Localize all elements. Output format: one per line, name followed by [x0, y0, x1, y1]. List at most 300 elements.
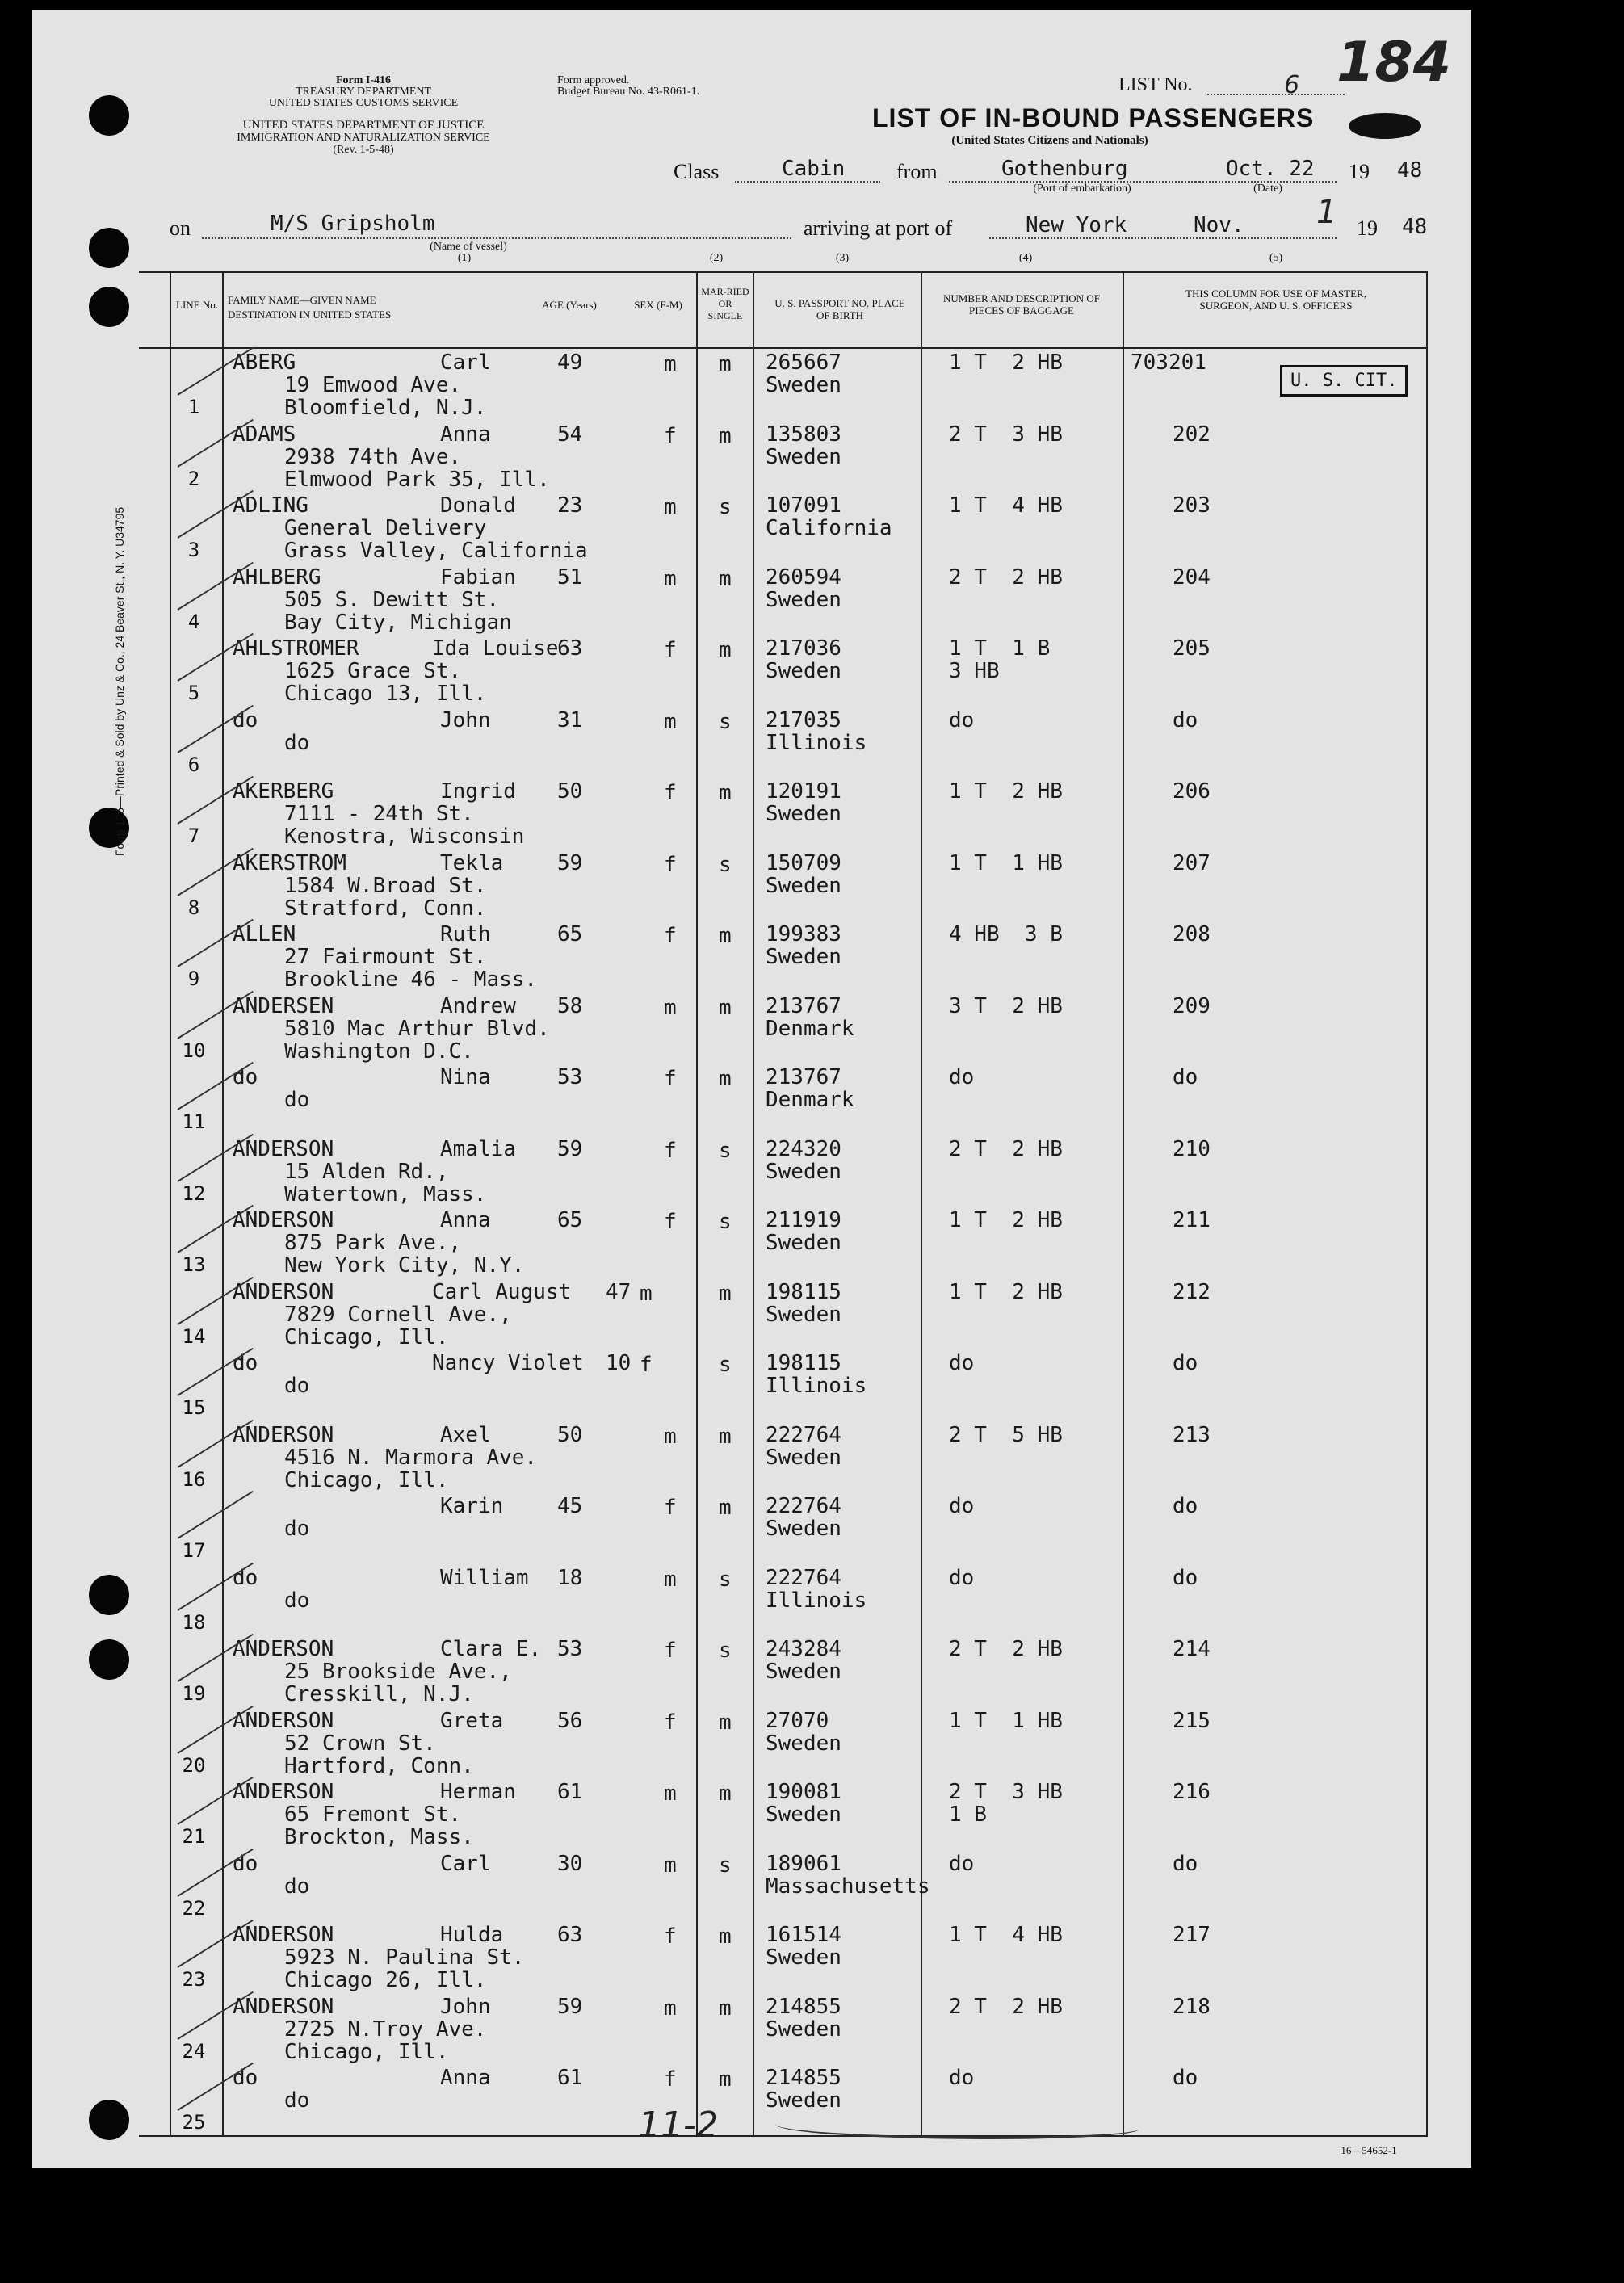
marital-status: s: [719, 1353, 732, 1377]
line-number: 3: [187, 539, 200, 561]
family-name: ANDERSEN: [233, 993, 334, 1018]
given-name: Nancy Violet: [432, 1351, 584, 1375]
baggage: 2 T 3 HB: [949, 1780, 1063, 1804]
col-num-2: (2): [709, 252, 724, 264]
line-number: 2: [187, 467, 200, 490]
address-line-2: Stratford, Conn.: [284, 896, 487, 921]
address-line-1: 27 Fairmount St.: [284, 945, 487, 969]
address-line-2: Chicago 26, Ill.: [284, 1968, 487, 1992]
list-no-dots: [1207, 94, 1345, 95]
place-of-birth: Sweden: [766, 2088, 841, 2113]
age: 30: [557, 1851, 583, 1876]
arrival-port: New York: [1026, 213, 1127, 237]
officer-number: 703201: [1131, 350, 1206, 375]
embark-date: Oct. 22: [1226, 157, 1315, 181]
from-label: from: [896, 160, 938, 183]
place-of-birth: Sweden: [766, 873, 841, 898]
arrival-dots: [989, 237, 1337, 239]
passport-number: 27070: [766, 1708, 829, 1733]
line-number: 5: [187, 682, 200, 704]
address-line-1: do: [284, 1517, 310, 1541]
given-name: Ingrid: [440, 779, 516, 804]
footer-handwritten-note: 11-2: [638, 2105, 719, 2146]
line-number: 10: [182, 1039, 206, 1062]
age: 54: [557, 422, 583, 447]
marital-status: m: [719, 1781, 732, 1806]
passport-number: 214855: [766, 1994, 841, 2019]
family-name: do: [233, 1851, 258, 1876]
printer-side-text: Form 125—Printed & Sold by Unz & Co., 24 Beaver St., N. Y. U34795: [113, 506, 126, 856]
line-number: 17: [182, 1539, 206, 1562]
col-header-destination: DESTINATION IN UNITED STATES: [228, 308, 392, 321]
passport-number: 107091: [766, 493, 841, 518]
arrival-date: Nov.: [1194, 213, 1244, 237]
baggage: 1 T 1 HB: [949, 1708, 1063, 1733]
officer-number: do: [1173, 2066, 1198, 2090]
age: 50: [557, 779, 583, 804]
sex: f: [664, 423, 677, 448]
line-number: 18: [182, 1610, 206, 1634]
baggage: 1 T 2 HB: [949, 1208, 1063, 1232]
baggage: 1 T 1 B: [949, 636, 1051, 661]
address-line-2: Elmwood Park 35, Ill.: [284, 467, 550, 492]
col-num-1: (1): [457, 252, 472, 264]
marital-status: m: [719, 1710, 732, 1735]
place-of-birth: Sweden: [766, 2017, 841, 2042]
family-name: do: [233, 707, 258, 732]
address-line-2: Chicago 13, Ill.: [284, 682, 487, 706]
sex: f: [664, 852, 677, 877]
passport-number: 198115: [766, 1279, 841, 1304]
col-header-sex: SEX (F-M): [634, 299, 682, 311]
place-of-birth: Massachusetts: [766, 1874, 930, 1899]
form-approved: Form approved.: [557, 74, 630, 86]
passport-number: 217036: [766, 636, 841, 661]
punch-hole: [89, 95, 129, 136]
arriving-label: arriving at port of: [804, 216, 953, 240]
given-name: Axel: [440, 1422, 491, 1447]
marital-status: m: [719, 1996, 732, 2021]
embark-year-prefix: 19: [1349, 160, 1370, 183]
given-name: Greta: [440, 1708, 504, 1733]
sex: m: [664, 709, 677, 734]
place-of-birth: Denmark: [766, 1016, 854, 1041]
punch-hole: [89, 287, 129, 327]
ins-service: IMMIGRATION AND NATURALIZATION SERVICE: [237, 132, 490, 144]
given-name: Anna: [440, 1208, 491, 1232]
baggage-divider: [1123, 271, 1124, 2137]
family-name: ANDERSON: [233, 1208, 334, 1232]
budget-number: Budget Bureau No. 43-R061-1.: [557, 86, 700, 98]
marital-status: m: [719, 352, 732, 376]
vessel-caption: (Name of vessel): [430, 241, 507, 253]
address-line-1: 19 Emwood Ave.: [284, 373, 462, 397]
sex: f: [664, 1924, 677, 1949]
officer-number: 215: [1173, 1708, 1211, 1733]
baggage: do: [949, 1851, 975, 1876]
marital-status: s: [719, 1639, 732, 1663]
officer-number: 207: [1173, 850, 1211, 875]
officer-number: 213: [1173, 1422, 1211, 1447]
officer-number: do: [1173, 1351, 1198, 1375]
baggage: 2 T 2 HB: [949, 1994, 1063, 2019]
family-name: AHLBERG: [233, 564, 321, 590]
age: 51: [557, 564, 583, 590]
class-label: Class: [674, 160, 720, 183]
address-line-1: do: [284, 730, 310, 755]
address-line-2: Brookline 46 - Mass.: [284, 967, 538, 992]
address-line-1: 25 Brookside Ave.,: [284, 1660, 512, 1684]
address-line-1: General Delivery: [284, 516, 487, 540]
address-line-2: Washington D.C.: [284, 1039, 474, 1064]
address-line-1: 5810 Mac Arthur Blvd.: [284, 1016, 550, 1041]
place-of-birth: Sweden: [766, 659, 841, 683]
customs-service: UNITED STATES CUSTOMS SERVICE: [268, 97, 459, 109]
vessel-dots: [202, 237, 791, 239]
sex: f: [664, 924, 677, 948]
col-header-passport: U. S. PASSPORT NO. PLACE OF BIRTH: [774, 297, 905, 321]
age: 61: [557, 2066, 583, 2090]
col-header-name: FAMILY NAME—GIVEN NAME: [228, 294, 376, 306]
family-name: ANDERSON: [233, 1994, 334, 2019]
address-line-1: 7111 - 24th St.: [284, 802, 474, 826]
line-number: 20: [182, 1753, 206, 1777]
officer-number: do: [1173, 707, 1198, 732]
address-line-1: 15 Alden Rd.,: [284, 1159, 449, 1184]
baggage: 3 T 2 HB: [949, 993, 1063, 1018]
header-bottom-border: [139, 347, 1428, 349]
place-of-birth: Sweden: [766, 1231, 841, 1255]
place-of-birth: Denmark: [766, 1088, 854, 1112]
given-name: Ida Louise: [432, 636, 559, 661]
address-line-2: Brockton, Mass.: [284, 1825, 474, 1849]
age: 31: [557, 707, 583, 732]
justice-dept: UNITED STATES DEPARTMENT OF JUSTICE: [242, 119, 485, 132]
given-name: Anna: [440, 422, 491, 447]
marital-status: s: [719, 1210, 732, 1234]
col-header-age: AGE (Years): [542, 299, 597, 311]
place-of-birth: Sweden: [766, 587, 841, 612]
age: 18: [557, 1565, 583, 1590]
age: 65: [557, 1208, 583, 1232]
family-name: ADAMS: [233, 422, 296, 447]
given-name: Anna: [440, 2066, 491, 2090]
age: 59: [557, 850, 583, 875]
officer-number: 209: [1173, 993, 1211, 1018]
marital-status: m: [719, 995, 732, 1020]
line-number: 13: [182, 1253, 206, 1276]
officer-number: 204: [1173, 564, 1211, 590]
address-line-1: 4516 N. Marmora Ave.: [284, 1445, 538, 1470]
sex: f: [664, 1496, 677, 1520]
col-num-4: (4): [1018, 252, 1033, 264]
age: 50: [557, 1422, 583, 1447]
marital-status: s: [719, 1567, 732, 1592]
line-number: 1: [187, 396, 200, 418]
family-name: ANDERSON: [233, 1422, 334, 1447]
officer-number: 206: [1173, 779, 1211, 804]
baggage: do: [949, 1351, 975, 1375]
sex: m: [664, 352, 677, 376]
baggage: 1 T 4 HB: [949, 493, 1063, 518]
line-number: 4: [187, 610, 200, 633]
age: 56: [557, 1708, 583, 1733]
marital-status: s: [719, 495, 732, 519]
age: 53: [557, 1065, 583, 1089]
sex: f: [640, 1353, 653, 1377]
passport-number: 222764: [766, 1494, 841, 1518]
baggage: 1 T 2 HB: [949, 1279, 1063, 1304]
marital-status: m: [719, 1067, 732, 1091]
line-number: 15: [182, 1396, 206, 1419]
age: 23: [557, 493, 583, 518]
marital-status: m: [719, 638, 732, 662]
officer-number: do: [1173, 1494, 1198, 1518]
marital-status: m: [719, 1281, 732, 1306]
date-caption: (Date): [1253, 183, 1282, 195]
embark-caption: (Port of embarkation): [1033, 183, 1131, 195]
family-name: AKERSTROM: [233, 850, 346, 875]
revision: (Rev. 1-5-48): [333, 144, 394, 156]
marital-status: m: [719, 1424, 732, 1449]
sex: f: [664, 1067, 677, 1091]
sex: f: [664, 1639, 677, 1663]
passport-number: 120191: [766, 779, 841, 804]
officer-number: 216: [1173, 1780, 1211, 1804]
family-name: AHLSTROMER: [233, 636, 359, 661]
baggage: do: [949, 1565, 975, 1590]
marital-status: m: [719, 2067, 732, 2092]
baggage: do: [949, 2066, 975, 2090]
sex: m: [664, 1567, 677, 1592]
age: 53: [557, 1637, 583, 1661]
passport-number: 150709: [766, 850, 841, 875]
address-line-1: 1584 W.Broad St.: [284, 873, 487, 898]
family-name: ANDERSON: [233, 1637, 334, 1661]
address-line-2: Chicago, Ill.: [284, 1467, 449, 1492]
passport-number: 198115: [766, 1351, 841, 1375]
sex: m: [664, 1781, 677, 1806]
given-name: Clara E.: [440, 1637, 542, 1661]
family-name: AKERBERG: [233, 779, 334, 804]
baggage: 1 T 2 HB: [949, 779, 1063, 804]
address-line-2: Hartford, Conn.: [284, 1753, 474, 1778]
address-line-1: do: [284, 1874, 310, 1899]
family-name: ALLEN: [233, 922, 296, 946]
baggage: 2 T 2 HB: [949, 564, 1063, 590]
given-name: Tekla: [440, 850, 504, 875]
table-left-border: [170, 271, 171, 2137]
baggage: do: [949, 1065, 975, 1089]
given-name: Donald: [440, 493, 516, 518]
col-header-baggage: NUMBER AND DESCRIPTION OF PIECES OF BAGGAGE: [943, 292, 1100, 317]
place-of-birth: Sweden: [766, 1731, 841, 1756]
place-of-birth: Sweden: [766, 1802, 841, 1827]
passport-number: 199383: [766, 922, 841, 946]
given-name: Nina: [440, 1065, 491, 1089]
col-header-line-no: LINE No.: [176, 299, 218, 311]
marital-status: m: [719, 1496, 732, 1520]
age: 65: [557, 922, 583, 946]
given-name: Carl August: [432, 1279, 572, 1304]
passport-number: 211919: [766, 1208, 841, 1232]
given-name: John: [440, 707, 491, 732]
family-name: ABERG: [233, 350, 296, 375]
place-of-birth: Sweden: [766, 945, 841, 969]
sex: m: [664, 1996, 677, 2021]
arrival-year-prefix: 19: [1357, 216, 1378, 240]
address-line-1: 2938 74th Ave.: [284, 444, 462, 469]
address-line-2: New York City, N.Y.: [284, 1253, 525, 1278]
arrival-day: 1: [1316, 194, 1337, 231]
address-line-1: 65 Fremont St.: [284, 1802, 462, 1827]
line-number: 6: [187, 753, 200, 776]
punch-hole: [89, 228, 129, 268]
sex: f: [664, 2067, 677, 2092]
address-line-1: do: [284, 1374, 310, 1398]
officer-number: do: [1173, 1565, 1198, 1590]
baggage: 2 T 2 HB: [949, 1136, 1063, 1161]
married-divider-right: [753, 271, 754, 2137]
age: 63: [557, 636, 583, 661]
address-line-1: 875 Park Ave.,: [284, 1231, 462, 1255]
baggage-extra: 3 HB: [949, 659, 1000, 683]
page-number: 184: [1337, 31, 1451, 94]
sex: m: [664, 995, 677, 1020]
line-number: 23: [182, 1968, 206, 1991]
passport-number: 135803: [766, 422, 841, 447]
family-name: ANDERSON: [233, 1279, 334, 1304]
lineno-divider: [222, 271, 224, 2137]
sex: m: [664, 495, 677, 519]
sex: f: [664, 1210, 677, 1234]
age: 61: [557, 1780, 583, 1804]
line-number: 12: [182, 1181, 206, 1205]
given-name: Karin: [440, 1494, 504, 1518]
address-line-1: 505 S. Dewitt St.: [284, 587, 500, 612]
col-header-married: MAR-RIED OR SINGLE: [701, 286, 749, 321]
baggage: 4 HB 3 B: [949, 922, 1063, 946]
baggage: 2 T 3 HB: [949, 422, 1063, 447]
marital-status: m: [719, 1924, 732, 1949]
address-line-1: do: [284, 2088, 310, 2113]
given-name: Carl: [440, 1851, 491, 1876]
family-name: ANDERSON: [233, 1923, 334, 1947]
passport-number: 224320: [766, 1136, 841, 1161]
line-number: 22: [182, 1896, 206, 1920]
scribble-mark: [1349, 113, 1421, 139]
married-divider-left: [696, 271, 698, 2137]
officer-number: 212: [1173, 1279, 1211, 1304]
passport-number: 214855: [766, 2066, 841, 2090]
given-name: Hulda: [440, 1923, 504, 1947]
baggage-extra: 1 B: [949, 1802, 987, 1827]
line-number: 16: [182, 1467, 206, 1491]
sex: m: [664, 566, 677, 591]
list-no-label: LIST No.: [1118, 74, 1193, 95]
address-line-1: 1625 Grace St.: [284, 659, 462, 683]
address-line-1: 52 Crown St.: [284, 1731, 436, 1756]
punch-hole: [89, 1575, 129, 1615]
officer-number: 205: [1173, 636, 1211, 661]
marital-status: m: [719, 423, 732, 448]
officer-number: 210: [1173, 1136, 1211, 1161]
passport-number: 189061: [766, 1851, 841, 1876]
address-line-1: 7829 Cornell Ave.,: [284, 1302, 512, 1327]
from-value: Gothenburg: [1001, 157, 1128, 181]
given-name: Carl: [440, 350, 491, 375]
officer-number: do: [1173, 1065, 1198, 1089]
page-title: LIST OF IN-BOUND PASSENGERS: [872, 103, 1315, 132]
baggage: 1 T 1 HB: [949, 850, 1063, 875]
passport-number: 265667: [766, 350, 841, 375]
place-of-birth: Sweden: [766, 1517, 841, 1541]
family-name: ANDERSON: [233, 1708, 334, 1733]
sex: m: [664, 1853, 677, 1878]
line-number: 8: [187, 896, 200, 919]
family-name: ANDERSON: [233, 1136, 334, 1161]
place-of-birth: California: [766, 516, 892, 540]
officer-number: 208: [1173, 922, 1211, 946]
class-dots: [735, 181, 880, 183]
sex: f: [664, 638, 677, 662]
passport-number: 222764: [766, 1422, 841, 1447]
officer-number: 218: [1173, 1994, 1211, 2019]
baggage: 1 T 2 HB: [949, 350, 1063, 375]
place-of-birth: Sweden: [766, 802, 841, 826]
address-line-2: Kenostra, Wisconsin: [284, 825, 525, 849]
sex: f: [664, 1710, 677, 1735]
arrival-year: 48: [1402, 215, 1428, 239]
marital-status: m: [719, 924, 732, 948]
officer-number: 214: [1173, 1637, 1211, 1661]
baggage: 2 T 2 HB: [949, 1637, 1063, 1661]
officer-number: do: [1173, 1851, 1198, 1876]
marital-status: m: [719, 781, 732, 805]
line-number: 9: [187, 967, 200, 990]
officer-number: 202: [1173, 422, 1211, 447]
table-bottom-border: [139, 2135, 1428, 2137]
given-name: Andrew: [440, 993, 516, 1018]
family-name: do: [233, 1565, 258, 1590]
age: 47: [606, 1279, 632, 1304]
address-line-1: do: [284, 1588, 310, 1613]
vessel-name: M/S Gripsholm: [271, 212, 435, 236]
baggage: 2 T 5 HB: [949, 1422, 1063, 1447]
family-name: ADLING: [233, 493, 308, 518]
given-name: Amalia: [440, 1136, 516, 1161]
age: 59: [557, 1136, 583, 1161]
age: 63: [557, 1923, 583, 1947]
officer-number: 217: [1173, 1923, 1211, 1947]
sex: f: [664, 781, 677, 805]
address-line-2: Cresskill, N.J.: [284, 1682, 474, 1706]
passport-number: 213767: [766, 1065, 841, 1089]
address-line-2: Chicago, Ill.: [284, 2039, 449, 2064]
us-citizen-stamp: U. S. CIT.: [1280, 365, 1408, 397]
family-name: do: [233, 2066, 258, 2090]
list-no-value: 6: [1284, 71, 1300, 99]
punch-hole: [89, 2100, 129, 2140]
given-name: Ruth: [440, 922, 491, 946]
place-of-birth: Sweden: [766, 1159, 841, 1184]
given-name: John: [440, 1994, 491, 2019]
baggage: do: [949, 1494, 975, 1518]
age: 49: [557, 350, 583, 375]
col-num-3: (3): [835, 252, 850, 264]
family-name: do: [233, 1065, 258, 1089]
place-of-birth: Illinois: [766, 1374, 867, 1398]
